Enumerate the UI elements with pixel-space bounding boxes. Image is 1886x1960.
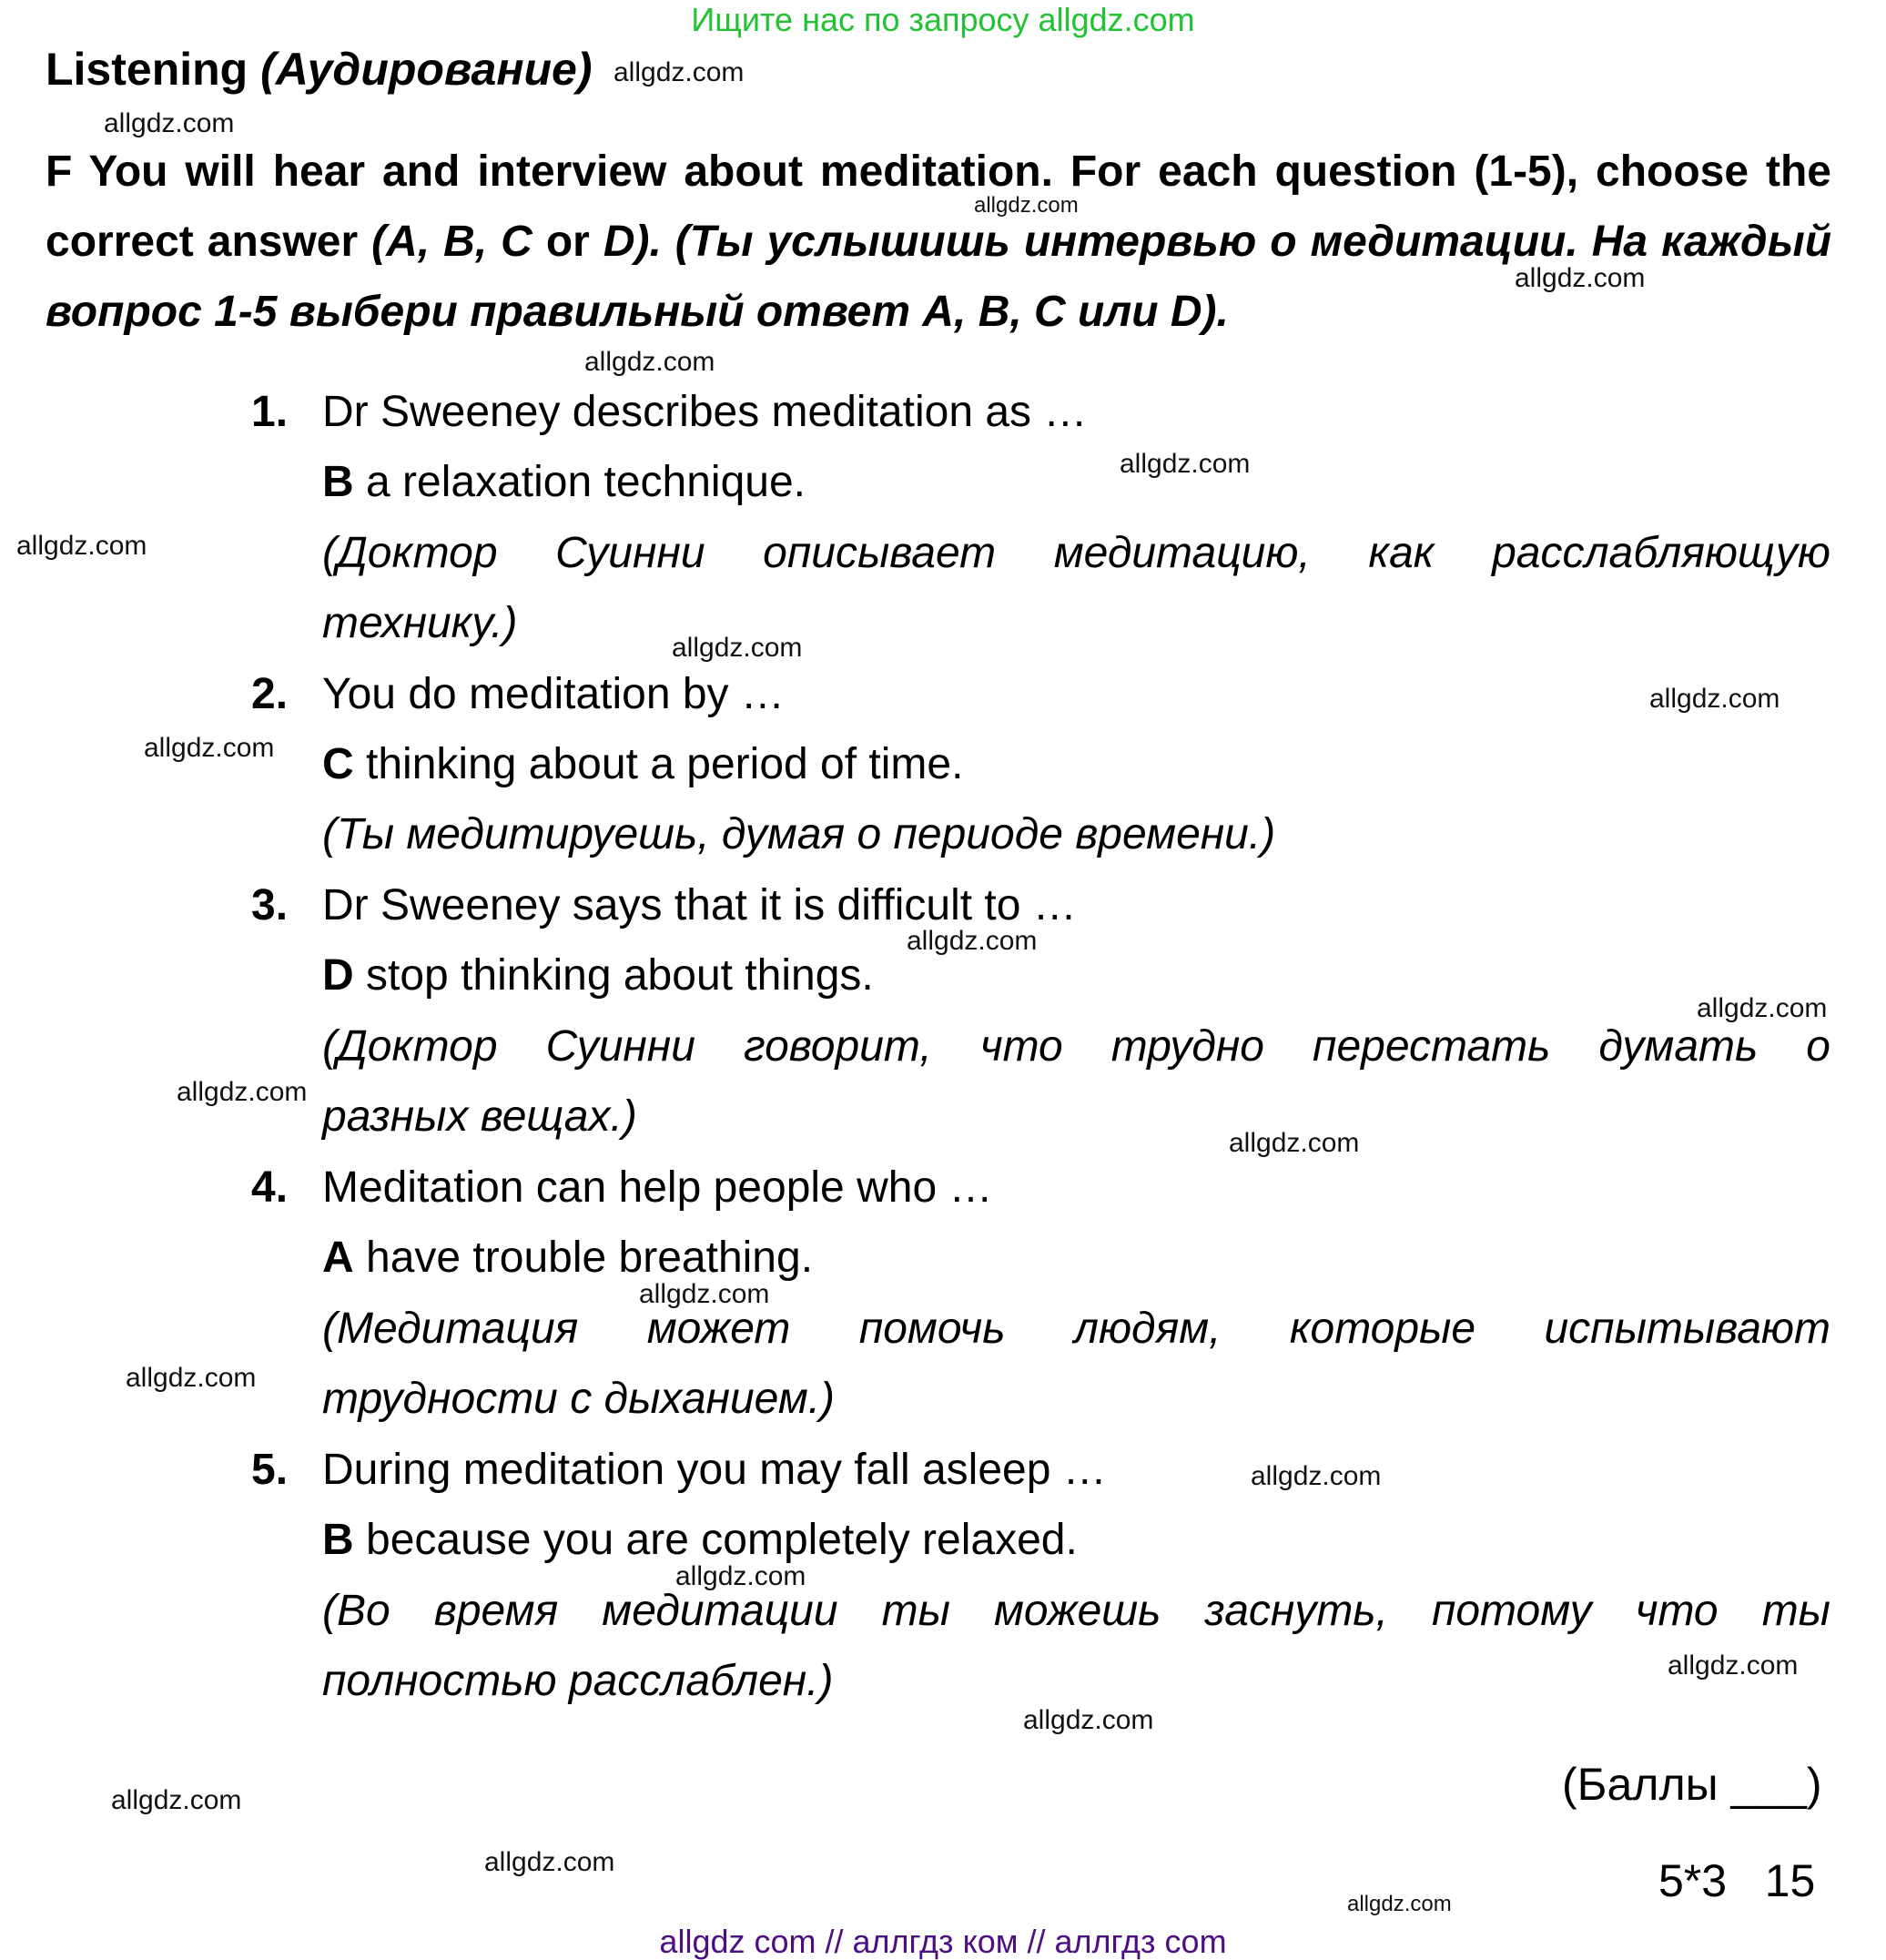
- answer-letter: B: [322, 458, 354, 506]
- instruction-or: or: [532, 218, 603, 266]
- instructions: [46, 137, 1831, 347]
- watermark: allgdz.com: [1120, 449, 1251, 479]
- watermark: allgdz.com: [1023, 1705, 1154, 1735]
- watermark: allgdz.com: [584, 347, 715, 377]
- score-label: (Баллы ___): [1562, 1759, 1822, 1810]
- instruction-d: D).: [603, 218, 662, 266]
- watermark: allgdz.com: [1229, 1128, 1360, 1158]
- question-text: Dr Sweeney describes meditation as …: [322, 388, 1088, 436]
- answer-letter: B: [322, 1516, 354, 1564]
- answer: [322, 1231, 813, 1285]
- instruction-ru: (Ты услышишь интервью о медитации. На каждый вопрос 1-5 выбери правильный ответ A, B, C или D).: [46, 218, 1832, 336]
- watermark: allgdz.com: [1347, 1892, 1452, 1916]
- translation-cont: трудности с дыханием.): [322, 1375, 836, 1423]
- answer-letter: A: [322, 1234, 354, 1282]
- question-text: You do meditation by …: [322, 670, 785, 718]
- score-calc: 5*3 15: [1658, 1855, 1816, 1906]
- answer: [322, 1513, 1078, 1568]
- watermark: allgdz.com: [126, 1363, 257, 1393]
- answer-text: because you are completely relaxed.: [353, 1516, 1078, 1564]
- watermark: allgdz.com: [974, 193, 1079, 218]
- question-number: 2.: [251, 670, 289, 718]
- watermark: allgdz.com: [672, 633, 803, 663]
- translation: (Ты медитируешь, думая о периоде времени.): [322, 810, 1276, 858]
- watermark: allgdz.com: [484, 1847, 615, 1877]
- question-text: During meditation you may fall asleep …: [322, 1446, 1107, 1494]
- watermark: allgdz.com: [16, 531, 147, 561]
- question-number: 4.: [251, 1163, 289, 1212]
- watermark: allgdz.com: [1251, 1461, 1382, 1491]
- translation-cont: технику.): [322, 599, 518, 647]
- answer-text: have trouble breathing.: [353, 1234, 814, 1282]
- page-title: [46, 42, 593, 96]
- answer: [322, 949, 874, 1003]
- instruction-en: F You will hear and interview about meditation. For each question (1-5), choose the correct answer: [46, 147, 1831, 266]
- answer-text: thinking about a period of time.: [353, 740, 964, 788]
- question-text: Dr Sweeney says that it is difficult to …: [322, 881, 1077, 929]
- answer-text: a relaxation technique.: [353, 458, 806, 506]
- translation: (Доктор Суинни описывает медитацию, как расслабляющую: [322, 529, 1830, 577]
- watermark: allgdz.com: [1668, 1650, 1799, 1681]
- answer-text: stop thinking about things.: [353, 951, 874, 1000]
- footer-watermark: allgdz com // аллгдз ком // аллгдз com: [659, 1923, 1227, 1960]
- translation: (Медитация может помочь людям, которые испытывают: [322, 1305, 1830, 1353]
- watermark: allgdz.com: [639, 1279, 770, 1309]
- title-translation: (Аудирование): [260, 44, 593, 95]
- watermark: allgdz.com: [104, 108, 235, 138]
- watermark: allgdz.com: [177, 1077, 308, 1107]
- instruction-options: (A, B, C: [371, 218, 532, 266]
- question-number: 1.: [251, 388, 289, 436]
- top-banner: Ищите нас по запросу allgdz.com: [691, 1, 1195, 38]
- watermark: allgdz.com: [1515, 263, 1646, 293]
- watermark: allgdz.com: [613, 57, 745, 87]
- answer-letter: D: [322, 951, 354, 1000]
- question-number: 5.: [251, 1446, 289, 1494]
- watermark: allgdz.com: [675, 1561, 806, 1591]
- answer-letter: C: [322, 740, 354, 788]
- question-number: 3.: [251, 881, 289, 929]
- watermark: allgdz.com: [1649, 684, 1780, 714]
- translation: (Во время медитации ты можешь заснуть, потому что ты: [322, 1587, 1830, 1635]
- watermark: allgdz.com: [144, 733, 275, 763]
- question-text: Meditation can help people who …: [322, 1163, 993, 1212]
- answer: [322, 737, 963, 792]
- watermark: allgdz.com: [907, 926, 1038, 956]
- watermark: allgdz.com: [111, 1785, 242, 1815]
- answer: [322, 455, 806, 510]
- translation: (Доктор Суинни говорит, что трудно перестать думать о: [322, 1022, 1830, 1071]
- watermark: allgdz.com: [1697, 993, 1828, 1023]
- title-main: Listening: [46, 44, 261, 95]
- translation-cont: разных вещах.): [322, 1092, 637, 1141]
- translation-cont: полностью расслаблен.): [322, 1657, 834, 1705]
